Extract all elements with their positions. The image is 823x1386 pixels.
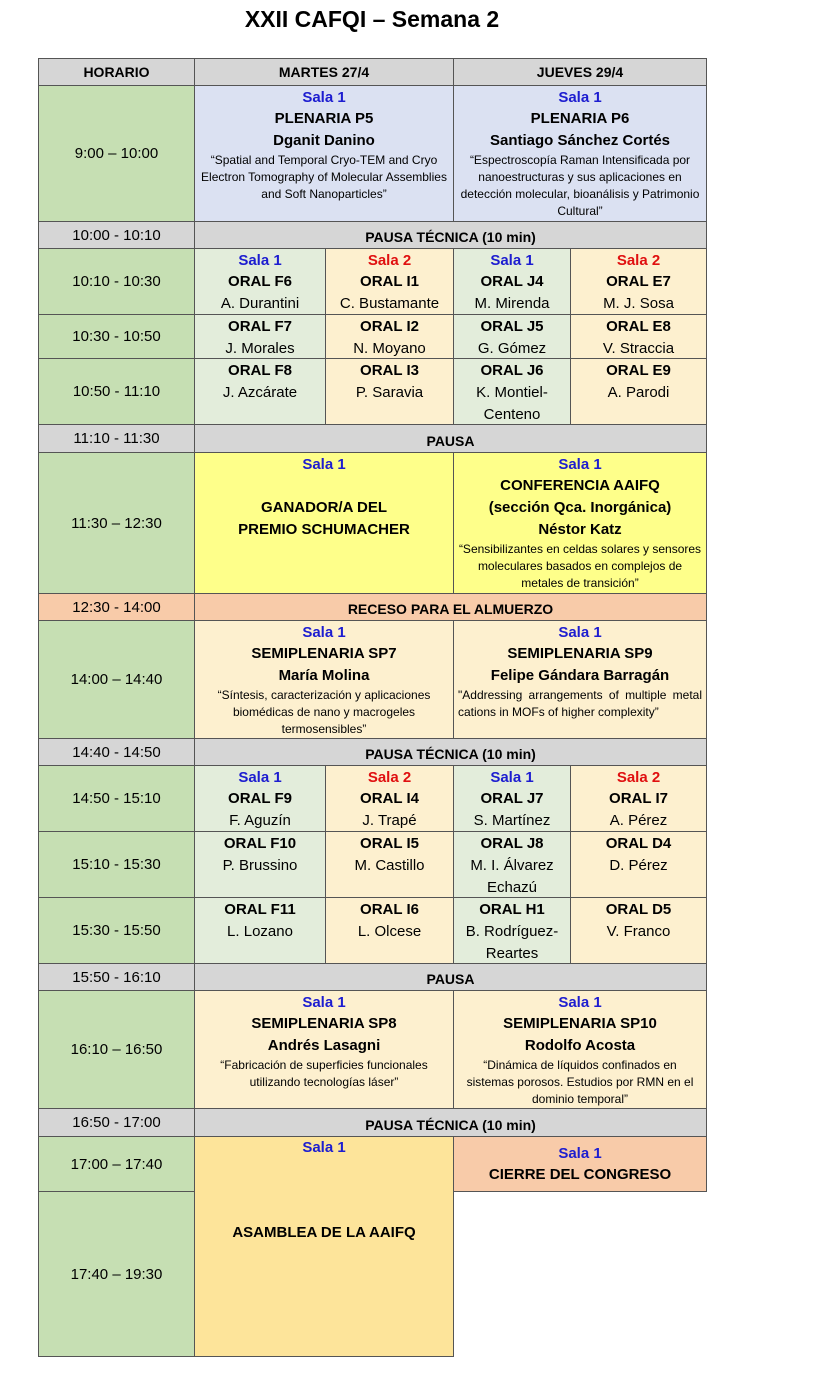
oral-session: ORAL I6 L. Olcese [325, 897, 454, 964]
time-slot: 15:30 - 15:50 [38, 897, 195, 964]
time-slot: 11:30 – 12:30 [38, 452, 195, 594]
time-slot: 17:00 – 17:40 [38, 1136, 195, 1192]
oral-session: ORAL J5 G. Gómez [453, 314, 571, 359]
time-slot: 15:10 - 15:30 [38, 831, 195, 898]
time-slot: 14:40 - 14:50 [38, 738, 195, 766]
page-title: XXII CAFQI – Semana 2 [244, 6, 500, 32]
conferencia-aaifq: Sala 1 CONFERENCIA AAIFQ (sección Qca. Inorgánica) Néstor Katz “Sensibilizantes en celdas solares y sensores moleculares basados en complejos de metales de transición” [453, 452, 707, 594]
time-slot: 10:50 - 11:10 [38, 358, 195, 425]
time-slot: 10:30 - 10:50 [38, 314, 195, 359]
time-slot: 16:10 – 16:50 [38, 990, 195, 1109]
oral-session: ORAL F11 L. Lozano [194, 897, 326, 964]
break-pausa-tecnica: PAUSA TÉCNICA (10 min) [194, 221, 707, 249]
time-slot: 9:00 – 10:00 [38, 85, 195, 222]
oral-session: Sala 2 ORAL I4 J. Trapé [325, 765, 454, 832]
oral-session: ORAL E9 A. Parodi [570, 358, 707, 425]
asamblea-aaifq: Sala 1 ASAMBLEA DE LA AAIFQ [194, 1136, 454, 1357]
time-slot: 10:10 - 10:30 [38, 248, 195, 315]
oral-session: ORAL H1 B. Rodríguez-Reartes [453, 897, 571, 964]
premio-schumacher: Sala 1 GANADOR/A DEL PREMIO SCHUMACHER [194, 452, 454, 594]
oral-session: Sala 1 ORAL J7 S. Martínez [453, 765, 571, 832]
oral-session: ORAL E8 V. Straccia [570, 314, 707, 359]
break-pausa: PAUSA [194, 963, 707, 991]
cierre-congreso: Sala 1 CIERRE DEL CONGRESO [453, 1136, 707, 1192]
break-pausa-tecnica: PAUSA TÉCNICA (10 min) [194, 738, 707, 766]
oral-session: ORAL J6 K. Montiel-Centeno [453, 358, 571, 425]
oral-session: ORAL F8 J. Azcárate [194, 358, 326, 425]
time-slot: 10:00 - 10:10 [38, 221, 195, 249]
oral-session: Sala 2 ORAL I7 A. Pérez [570, 765, 707, 832]
time-slot: 14:50 - 15:10 [38, 765, 195, 832]
header-horario: HORARIO [38, 58, 195, 86]
room-label: Sala 1 [558, 89, 602, 106]
oral-session: ORAL D5 V. Franco [570, 897, 707, 964]
time-slot: 16:50 - 17:00 [38, 1108, 195, 1137]
semiplenaria-sp7: Sala 1 SEMIPLENARIA SP7 María Molina “Síntesis, caracterización y aplicaciones biomédicas de nano y macrogeles termosensibles” [194, 620, 454, 739]
oral-session: Sala 1 ORAL F6 A. Durantini [194, 248, 326, 315]
semiplenaria-sp8: Sala 1 SEMIPLENARIA SP8 Andrés Lasagni “Fabricación de superficies funcionales utilizando tecnologías láser” [194, 990, 454, 1109]
oral-session: ORAL I2 N. Moyano [325, 314, 454, 359]
oral-session: Sala 1 ORAL J4 M. Mirenda [453, 248, 571, 315]
break-receso: RECESO PARA EL ALMUERZO [194, 593, 707, 621]
break-pausa-tecnica: PAUSA TÉCNICA (10 min) [194, 1108, 707, 1137]
oral-session: Sala 2 ORAL I1 C. Bustamante [325, 248, 454, 315]
break-pausa: PAUSA [194, 424, 707, 453]
oral-session: Sala 2 ORAL E7 M. J. Sosa [570, 248, 707, 315]
plenaria-p6: Sala 1 PLENARIA P6 Santiago Sánchez Cortés “Espectroscopía Raman Intensificada por nanoestructuras y sus aplicaciones en detección molecular, bioanálisis y Patrimonio Cultural” [453, 85, 707, 222]
oral-session: ORAL I3 P. Saravia [325, 358, 454, 425]
time-slot: 14:00 – 14:40 [38, 620, 195, 739]
room-label: Sala 1 [302, 89, 346, 106]
oral-session: ORAL I5 M. Castillo [325, 831, 454, 898]
oral-session: ORAL D4 D. Pérez [570, 831, 707, 898]
time-slot: 11:10 - 11:30 [38, 424, 195, 453]
header-jueves: JUEVES 29/4 [453, 58, 707, 86]
oral-session: ORAL F7 J. Morales [194, 314, 326, 359]
time-slot: 15:50 - 16:10 [38, 963, 195, 991]
oral-session: ORAL F10 P. Brussino [194, 831, 326, 898]
time-slot: 17:40 – 19:30 [38, 1191, 195, 1357]
oral-session: Sala 1 ORAL F9 F. Aguzín [194, 765, 326, 832]
semiplenaria-sp10: Sala 1 SEMIPLENARIA SP10 Rodolfo Acosta “Dinámica de líquidos confinados en sistemas porosos. Estudios por RMN en el dominio temporal” [453, 990, 707, 1109]
oral-session: ORAL J8 M. I. Álvarez Echazú [453, 831, 571, 898]
time-slot: 12:30 - 14:00 [38, 593, 195, 621]
header-martes: MARTES 27/4 [194, 58, 454, 86]
semiplenaria-sp9: Sala 1 SEMIPLENARIA SP9 Felipe Gándara Barragán "Addressing arrangements of multiple metal cations in MOFs of higher complexity” [453, 620, 707, 739]
plenaria-p5: Sala 1 PLENARIA P5 Dganit Danino “Spatial and Temporal Cryo-TEM and Cryo Electron Tomography of Molecular Assemblies and Soft Nanoparticles” [194, 85, 454, 222]
